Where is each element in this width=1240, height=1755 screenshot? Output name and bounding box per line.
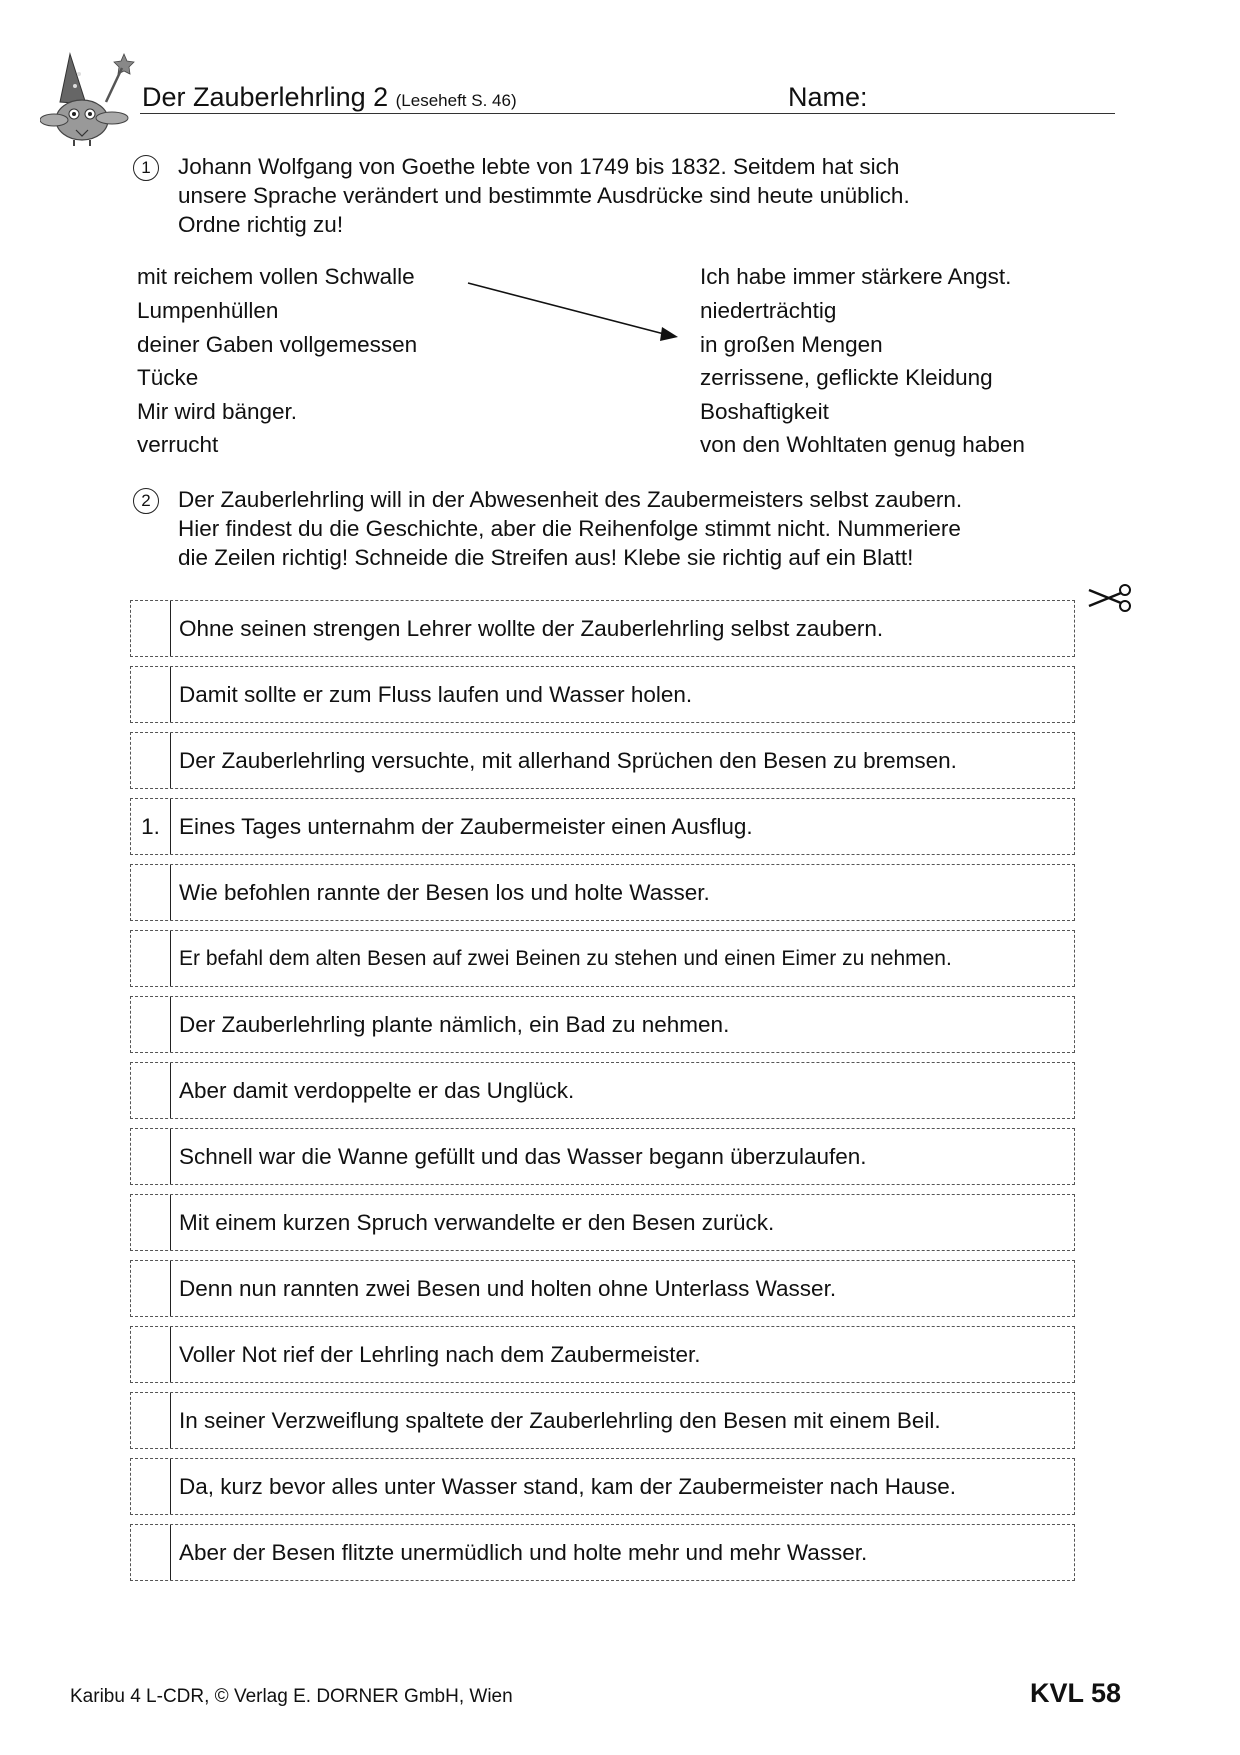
- example-arrow-icon: [460, 275, 690, 345]
- task2-instructions: [178, 485, 962, 572]
- task1-line: Johann Wolfgang von Goethe lebte von 1749 bis 1832. Seitdem hat sich: [178, 154, 900, 179]
- strip-number-cell[interactable]: [131, 601, 171, 656]
- match-left-item: deiner Gaben vollgemessen: [137, 332, 418, 357]
- strip-text: Denn nun rannten zwei Besen und holten ohne Unterlass Wasser.: [179, 1275, 837, 1301]
- story-strip[interactable]: [130, 930, 1075, 987]
- match-right-item: niederträchtig: [700, 298, 837, 323]
- match-right-item: von den Wohltaten genug haben: [700, 432, 1025, 457]
- strip-number-cell[interactable]: [131, 1327, 171, 1382]
- story-strip[interactable]: [130, 1128, 1075, 1185]
- cut-strips-list: [130, 600, 1075, 1590]
- match-left-item: mit reichem vollen Schwalle: [137, 264, 415, 289]
- strip-number-cell[interactable]: [131, 667, 171, 722]
- task-number-1: 1: [133, 155, 159, 181]
- strip-text: Aber damit verdoppelte er das Unglück.: [179, 1077, 575, 1103]
- strip-number-cell[interactable]: [131, 1261, 171, 1316]
- task1-instructions: [178, 152, 910, 239]
- strip-text: Der Zauberlehrling plante nämlich, ein Bad zu nehmen.: [179, 1011, 730, 1037]
- strip-text: Damit sollte er zum Fluss laufen und Wasser holen.: [179, 681, 693, 707]
- story-strip[interactable]: [130, 1524, 1075, 1581]
- story-strip[interactable]: [130, 996, 1075, 1053]
- wizard-owl-logo-icon: [40, 46, 150, 146]
- story-strip[interactable]: [130, 1458, 1075, 1515]
- story-strip[interactable]: [130, 798, 1075, 855]
- story-strip[interactable]: [130, 1326, 1075, 1383]
- task-number-2: 2: [133, 488, 159, 514]
- task2-line: die Zeilen richtig! Schneide die Streifen aus! Klebe sie richtig auf ein Blatt!: [178, 545, 914, 570]
- strip-number-cell[interactable]: [131, 1393, 171, 1448]
- match-left-item: Mir wird bänger.: [137, 399, 298, 424]
- strip-number-cell[interactable]: [131, 1459, 171, 1514]
- match-right-item: in großen Mengen: [700, 332, 883, 357]
- strip-text: Ohne seinen strengen Lehrer wollte der Zauberlehrling selbst zaubern.: [179, 615, 884, 641]
- footer-code: KVL 58: [1030, 1678, 1122, 1708]
- strip-number-cell[interactable]: 1.: [131, 799, 171, 854]
- strip-number-cell[interactable]: [131, 1129, 171, 1184]
- match-left-item: Tücke: [137, 365, 199, 390]
- strip-text: Schnell war die Wanne gefüllt und das Wasser begann überzulaufen.: [179, 1143, 867, 1169]
- header-rule: [140, 113, 1115, 114]
- strip-number-cell[interactable]: [131, 733, 171, 788]
- task2-line: Hier findest du die Geschichte, aber die Reihenfolge stimmt nicht. Nummeriere: [178, 516, 961, 541]
- strip-text: Der Zauberlehrling versuchte, mit allerhand Sprüchen den Besen zu bremsen.: [179, 747, 957, 773]
- strip-text: Mit einem kurzen Spruch verwandelte er den Besen zurück.: [179, 1209, 775, 1235]
- story-strip[interactable]: [130, 1260, 1075, 1317]
- task1-line: unsere Sprache verändert und bestimmte Ausdrücke sind heute unüblich.: [178, 183, 910, 208]
- match-right-item: Boshaftigkeit: [700, 399, 829, 424]
- strip-text: Da, kurz bevor alles unter Wasser stand, kam der Zaubermeister nach Hause.: [179, 1473, 956, 1499]
- strip-number-cell[interactable]: [131, 1195, 171, 1250]
- story-strip[interactable]: [130, 732, 1075, 789]
- story-strip[interactable]: [130, 1194, 1075, 1251]
- page-title: Der Zauberlehrling 2 (Leseheft S. 46): [142, 82, 517, 112]
- match-left-item: Lumpenhüllen: [137, 298, 279, 323]
- strip-number-cell[interactable]: [131, 931, 171, 986]
- strip-number-cell[interactable]: [131, 865, 171, 920]
- page-subtitle: (Leseheft S. 46): [395, 91, 517, 110]
- strip-number-cell[interactable]: [131, 1063, 171, 1118]
- story-strip[interactable]: [130, 666, 1075, 723]
- story-strip[interactable]: [130, 1392, 1075, 1449]
- task1-line: Ordne richtig zu!: [178, 212, 344, 237]
- strip-text: Aber der Besen flitzte unermüdlich und holte mehr und mehr Wasser.: [179, 1539, 868, 1565]
- strip-number-cell[interactable]: [131, 1525, 171, 1580]
- story-strip[interactable]: [130, 600, 1075, 657]
- strip-text: Voller Not rief der Lehrling nach dem Zaubermeister.: [179, 1341, 701, 1367]
- strip-text: Wie befohlen rannte der Besen los und holte Wasser.: [179, 879, 710, 905]
- footer-copyright: Karibu 4 L-CDR, © Verlag E. DORNER GmbH, Wien: [70, 1686, 513, 1707]
- strip-text: Er befahl dem alten Besen auf zwei Beinen zu stehen und einen Eimer zu nehmen.: [179, 946, 952, 970]
- match-right-item: zerrissene, geflickte Kleidung: [700, 365, 993, 390]
- match-left-item: verrucht: [137, 432, 219, 457]
- match-right-item: Ich habe immer stärkere Angst.: [700, 264, 1012, 289]
- strip-text: Eines Tages unternahm der Zaubermeister einen Ausflug.: [179, 813, 753, 839]
- name-label: Name:: [788, 82, 868, 112]
- task2-line: Der Zauberlehrling will in der Abwesenheit des Zaubermeisters selbst zaubern.: [178, 487, 963, 512]
- story-strip[interactable]: [130, 864, 1075, 921]
- scissors-icon: [1085, 580, 1135, 616]
- story-strip[interactable]: [130, 1062, 1075, 1119]
- strip-number-cell[interactable]: [131, 997, 171, 1052]
- strip-text: In seiner Verzweiflung spaltete der Zauberlehrling den Besen mit einem Beil.: [179, 1407, 941, 1433]
